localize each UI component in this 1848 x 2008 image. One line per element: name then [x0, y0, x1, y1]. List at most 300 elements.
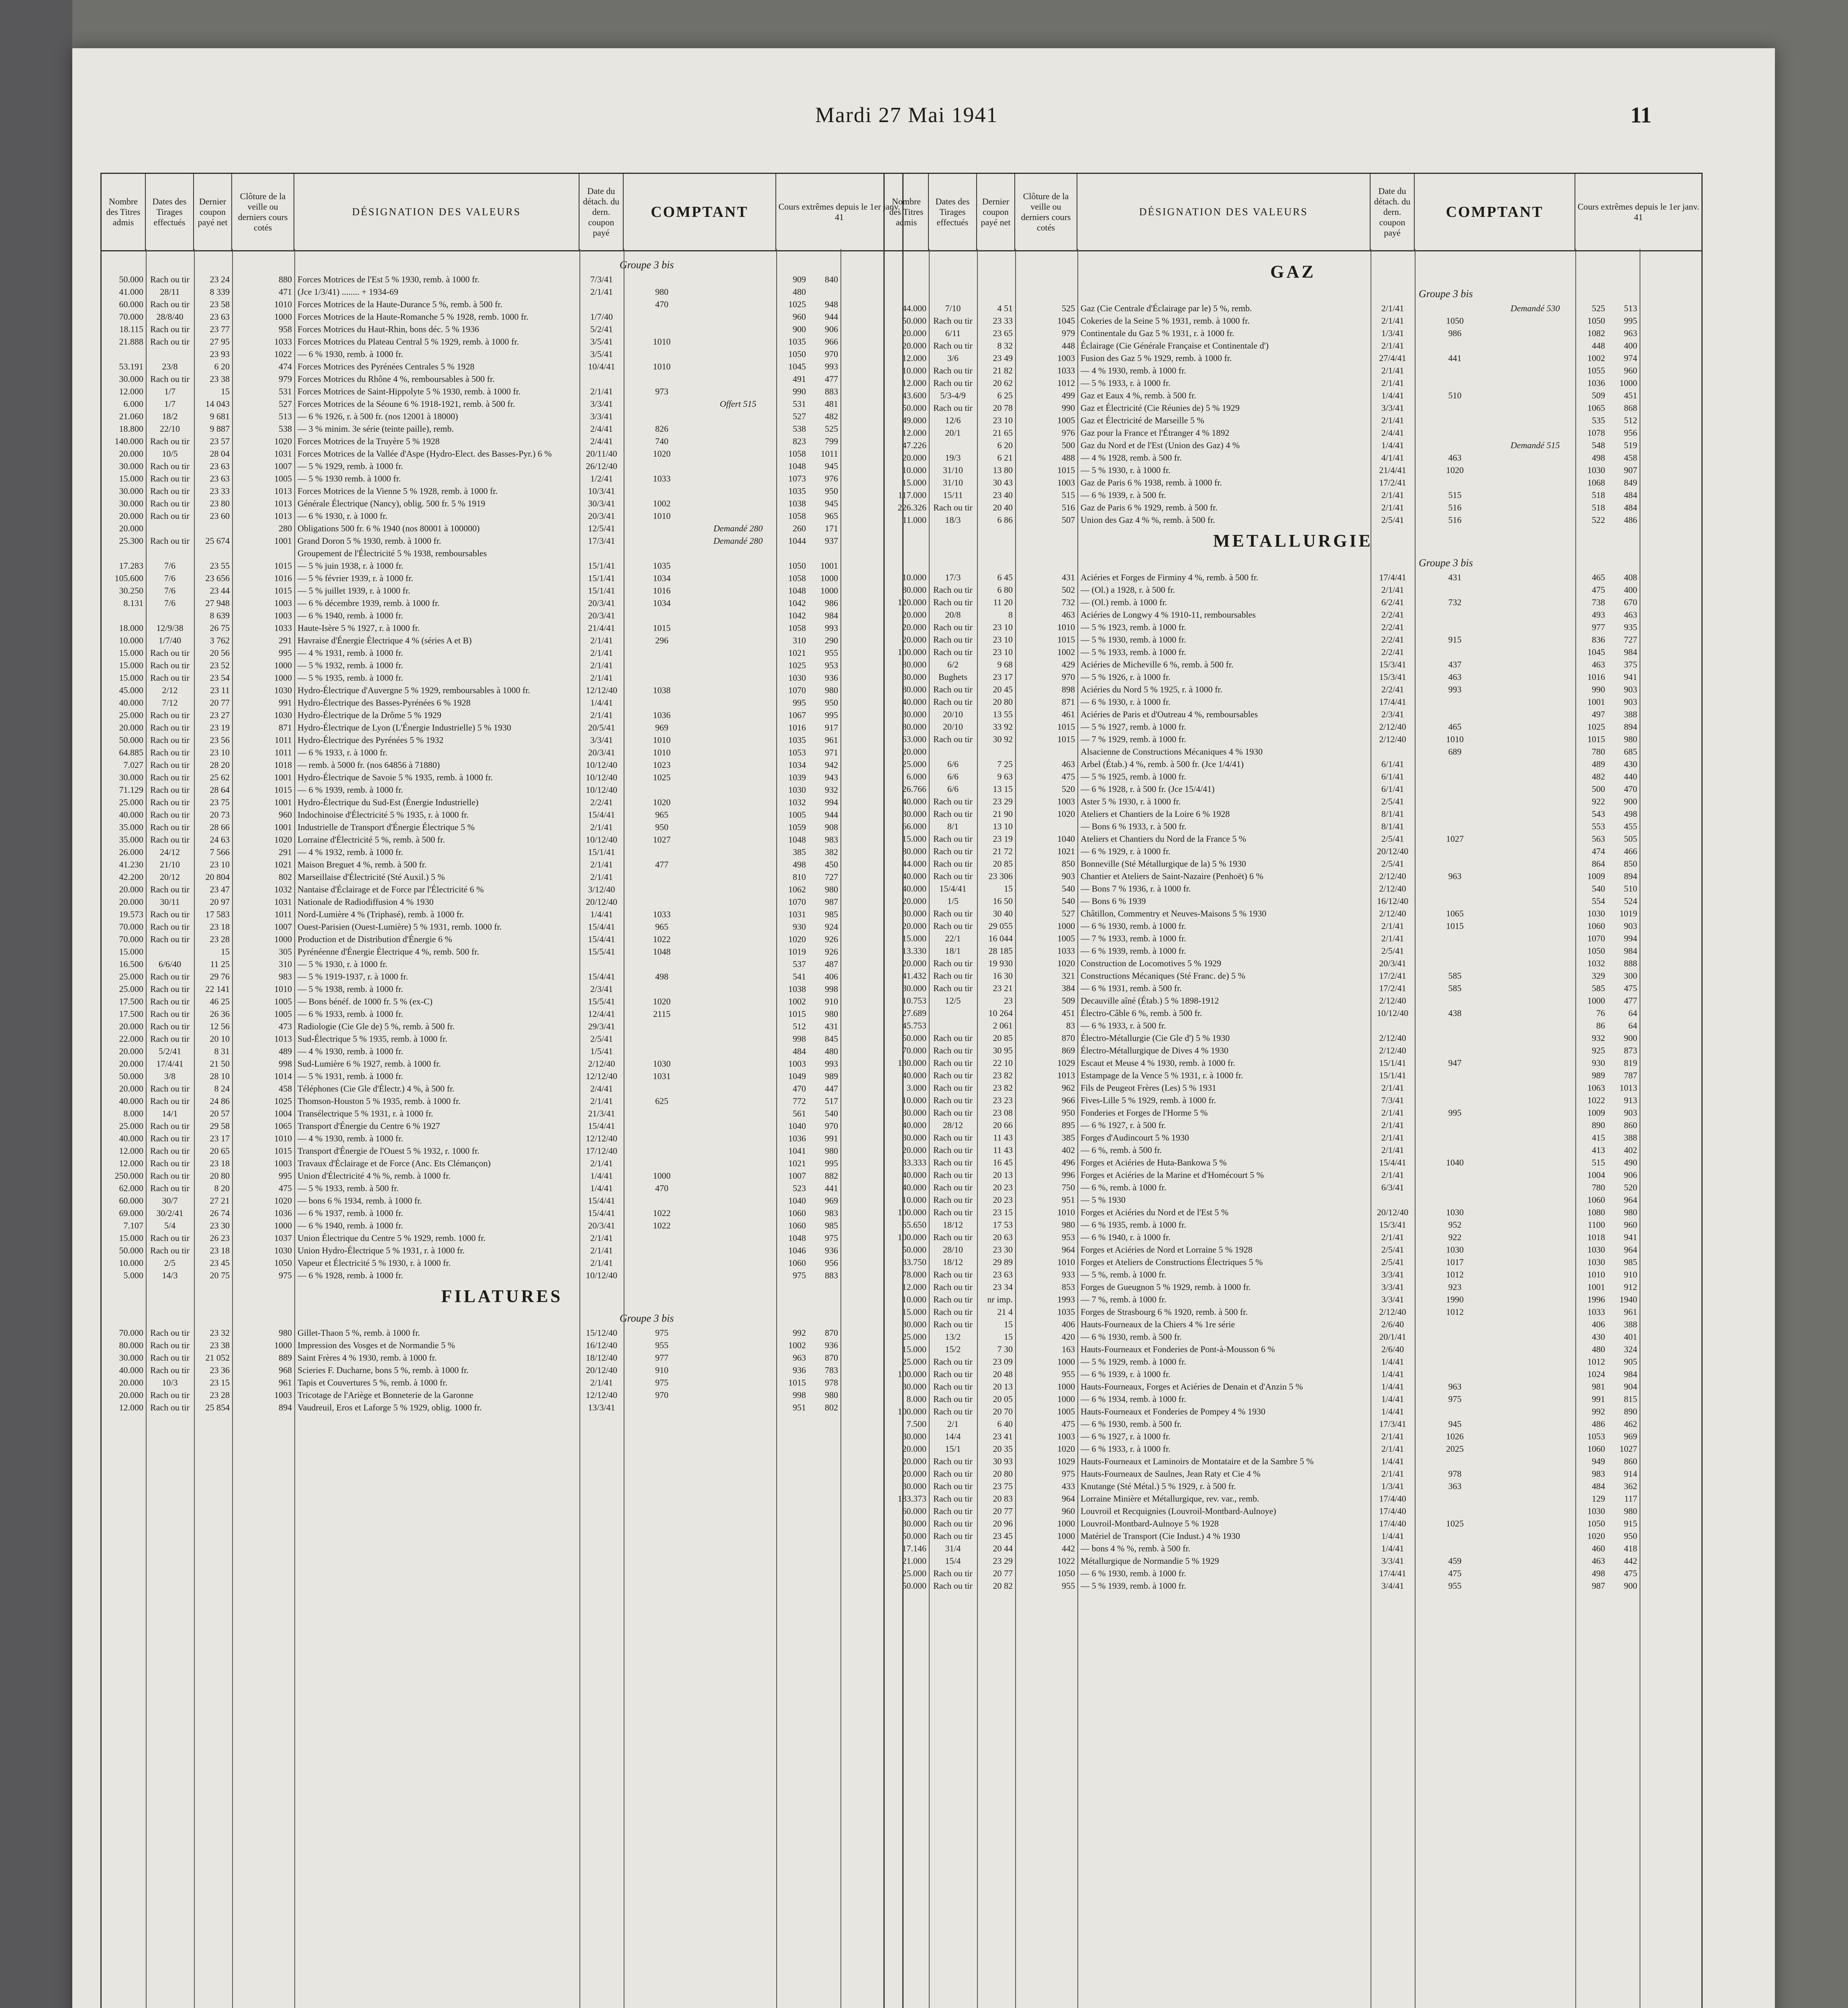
table-row [885, 1069, 1701, 1082]
cell-coupon: 20 85 [993, 859, 1013, 869]
cell-designation: — 6 % 1927, r. à 1000 fr. [1081, 1431, 1171, 1441]
cell-plus-bas: 974 [1624, 353, 1637, 363]
cell-plus-bas: 900 [1624, 796, 1637, 806]
cell-comptant-2 [1495, 1268, 1575, 1281]
cell-coupon: 27 95 [210, 337, 230, 347]
cell-nombre: 10.000 [902, 572, 926, 582]
cell-plus-bas: 936 [825, 673, 838, 683]
cell-date-detach: 15/4/41 [588, 934, 615, 944]
cell-plus-bas: 945 [825, 461, 838, 471]
cell-comptant-1 [1415, 1169, 1495, 1181]
table-row [102, 1257, 902, 1269]
cell-designation: — 6 %, remb. à 500 fr. [1081, 1145, 1162, 1155]
table-row [885, 389, 1701, 402]
cell-coupon: 20 57 [210, 1108, 230, 1118]
cell-plus-bas: 950 [825, 698, 838, 708]
cell-coupon: 23 32 [210, 1328, 230, 1338]
cell-comptant-2 [1495, 1306, 1575, 1318]
cell-plus-bas: 484 [1624, 502, 1637, 512]
cell-cloture: 870 [1062, 1033, 1075, 1043]
cell-designation: Forges de Gueugnon 5 % 1929, remb. à 1000 fr. [1081, 1282, 1251, 1292]
cell-date-detach: 2/6/40 [1381, 1344, 1404, 1354]
cell-nombre: 25.000 [902, 1568, 926, 1578]
cell-tirages: Rach ou tir [150, 996, 190, 1006]
cell-plus-bas: 799 [825, 436, 838, 446]
table-row [102, 460, 902, 472]
cell-date-detach: 10/12/40 [585, 835, 618, 845]
cell-coupon: 16 044 [988, 933, 1013, 943]
cell-plus-bas: 971 [825, 747, 838, 757]
cell-plus-haut: 1042 [788, 598, 806, 608]
cell-cloture: 1013 [274, 1034, 292, 1044]
cell-nombre: 50.000 [119, 274, 143, 284]
cell-cloture: 955 [1062, 1369, 1075, 1379]
left-rows [102, 257, 902, 1414]
cell-cloture: 991 [279, 698, 292, 708]
cell-comptant-2 [700, 1244, 776, 1257]
cell-tirages: Rach ou tir [933, 983, 973, 993]
cell-comptant-1 [624, 1157, 700, 1169]
table-row [885, 1517, 1701, 1530]
cell-plus-bas: 524 [1624, 896, 1637, 906]
cell-coupon: 15 [1004, 1319, 1013, 1329]
cell-comptant-1: 922 [1448, 1232, 1462, 1242]
cell-date-detach: 2/5/41 [1381, 796, 1404, 806]
cell-coupon: 15 [221, 947, 230, 957]
cell-designation: — 5 % 1939, remb. à 1000 fr. [1081, 1581, 1186, 1591]
cell-coupon: 20 80 [993, 1469, 1013, 1479]
cell-cloture: 1015 [1057, 722, 1075, 732]
cell-plus-bas: 963 [1624, 328, 1637, 338]
cell-tirages: Rach ou tir [933, 1070, 973, 1080]
cell-designation: — 5 % 1929, remb. à 1000 fr. [298, 461, 403, 471]
cell-plus-bas: 458 [1624, 453, 1637, 463]
cell-comptant-1 [1415, 621, 1495, 633]
table-row [885, 1094, 1701, 1106]
cell-comptant-2 [1495, 1331, 1575, 1343]
table-row [885, 1169, 1701, 1181]
cell-tirages: Rach ou tir [933, 1207, 973, 1217]
cell-nombre: 6.000 [906, 771, 926, 782]
cell-comptant-1: 1012 [1446, 1269, 1464, 1279]
cell-nombre: 10.753 [902, 996, 926, 1006]
table-row [102, 1401, 902, 1414]
cell-nombre: 65.650 [902, 1220, 926, 1230]
cell-comptant-1 [624, 647, 700, 659]
cell-cloture: 1000 [1057, 1394, 1075, 1404]
cell-plus-haut: 518 [1592, 490, 1605, 500]
cell-comptant-2 [1495, 402, 1575, 414]
cell-coupon: 23 09 [993, 1357, 1013, 1367]
cell-plus-bas: 418 [1624, 1543, 1637, 1553]
cell-plus-bas: 994 [825, 797, 838, 807]
col-designation: DÉSIGNATION DES VALEURS [1077, 174, 1371, 250]
cell-cloture: 1020 [1057, 1444, 1075, 1454]
cell-tirages: 24/12 [159, 847, 180, 857]
cell-comptant-2 [1495, 633, 1575, 646]
cell-cloture: 968 [279, 1365, 292, 1375]
cell-cloture: 1003 [1057, 353, 1075, 363]
group-label: Groupe 3 bis [1419, 557, 1473, 569]
cell-date-detach: 1/7/40 [590, 312, 613, 322]
cell-plus-haut: 76 [1596, 1008, 1605, 1018]
table-row [885, 1144, 1701, 1156]
cell-designation: — 3 % minim. 3e série (teinte paille), remb. [298, 424, 454, 434]
cell-comptant-1: 1010 [1446, 734, 1464, 744]
cell-comptant-1: 978 [1448, 1469, 1462, 1479]
cell-date-detach: 13/3/41 [588, 1402, 615, 1412]
cell-plus-haut: 1060 [1587, 921, 1605, 931]
cell-date-detach: 2/12/40 [1379, 871, 1406, 881]
table-row [885, 608, 1701, 621]
cell-plus-haut: 990 [1592, 684, 1605, 694]
cell-comptant-2 [1495, 1281, 1575, 1293]
cell-date-detach: 17/4/41 [1379, 697, 1406, 707]
cell-tirages: Rach ou tir [933, 1282, 973, 1292]
cell-designation: — 5 % 1935, remb. à 1000 fr. [298, 673, 403, 683]
cell-nombre: 30.000 [902, 672, 926, 682]
cell-plus-haut: 1030 [788, 673, 806, 683]
table-row [102, 1057, 902, 1070]
cell-plus-haut: 515 [1592, 1157, 1605, 1167]
cell-tirages: 30/2/41 [156, 1208, 184, 1218]
cell-cloture: 1020 [274, 1196, 292, 1206]
cell-comptant-1: 826 [655, 424, 669, 434]
cell-tirages [929, 1007, 977, 1019]
cell-plus-bas: 914 [1624, 1469, 1637, 1479]
cell-cloture: 520 [1062, 784, 1075, 794]
cell-coupon: 23 19 [993, 834, 1013, 844]
table-row [102, 1095, 902, 1107]
cell-comptant-2 [1495, 389, 1575, 402]
cell-plus-bas: 936 [825, 1340, 838, 1350]
cell-nombre: 70.000 [119, 312, 143, 322]
table-row [102, 821, 902, 833]
cell-nombre: 20.000 [902, 921, 926, 931]
cell-cloture: 1014 [274, 1071, 292, 1081]
cell-nombre: 30.000 [902, 1481, 926, 1491]
cell-cloture: 1007 [274, 922, 292, 932]
cell-plus-bas: 890 [1624, 1406, 1637, 1416]
cell-plus-haut: 1021 [788, 1158, 806, 1168]
cell-tirages: 12/5 [945, 996, 961, 1006]
cell-cloture: 500 [1062, 440, 1075, 450]
cell-nombre: 16.500 [119, 959, 143, 969]
cell-nombre: 40.000 [902, 884, 926, 894]
cell-coupon: 29 055 [988, 921, 1013, 931]
cell-comptant-2 [1495, 870, 1575, 882]
cell-cloture: 516 [1062, 502, 1075, 512]
section-heading: METALLURGIE [1213, 531, 1373, 551]
cell-tirages: Rach ou tir [150, 536, 190, 546]
cell-plus-bas: 486 [1624, 515, 1637, 525]
cell-comptant-1 [624, 1033, 700, 1045]
cell-plus-haut: 385 [793, 847, 806, 857]
cell-nombre: 50.000 [902, 1245, 926, 1255]
cell-comptant-1 [624, 896, 700, 908]
table-row [885, 1368, 1701, 1380]
cell-comptant-1 [1415, 1119, 1495, 1131]
cell-designation: Gaz du Nord et de l'Est (Union des Gaz) 4 % [1081, 440, 1240, 450]
cell-coupon: 23 656 [205, 573, 230, 583]
cell-tirages: 1/7 [164, 399, 176, 409]
cell-coupon: 23 58 [210, 299, 230, 309]
cell-nombre: 30.000 [119, 772, 143, 782]
cell-nombre: 44.000 [902, 303, 926, 313]
table-row [885, 377, 1701, 389]
cell-cloture: 1040 [1057, 834, 1075, 844]
cell-comptant-2 [700, 584, 776, 597]
cell-plus-bas: 998 [825, 984, 838, 994]
cell-date-detach: 2/1/41 [1381, 585, 1404, 595]
cell-comptant-2 [1495, 683, 1575, 696]
cell-plus-haut: 1007 [788, 1171, 806, 1181]
table-row [102, 447, 902, 460]
cell-designation: — 5 % 1932, remb. à 1000 fr. [298, 660, 403, 670]
cell-tirages: 2/5 [164, 1258, 176, 1268]
cell-designation: Forces Motrices de la Haute-Durance 5 %, remb. à 500 fr. [298, 299, 503, 309]
cell-coupon: 6 25 [997, 390, 1013, 400]
cell-designation: Hauts-Fourneaux de Saulnes, Jean Raty et Cie 4 % [1081, 1469, 1261, 1479]
cell-date-detach: 2/1/41 [1381, 415, 1404, 425]
cell-comptant-1 [624, 1020, 700, 1033]
cell-coupon: 20 63 [993, 1232, 1013, 1242]
cell-nombre: 71.129 [119, 785, 143, 795]
cell-coupon: 16 30 [993, 971, 1013, 981]
cell-plus-haut: 987 [1592, 1581, 1605, 1591]
cell-tirages: Rach ou tir [150, 1146, 190, 1156]
cell-cloture: 1001 [274, 822, 292, 832]
cell-date-detach: 2/1/41 [590, 822, 613, 832]
cell-date-detach: 3/3/41 [1381, 1269, 1404, 1279]
cell-comptant-1: 1010 [653, 511, 671, 521]
cell-coupon: 20 13 [993, 1170, 1013, 1180]
cell-coupon: 46 25 [210, 996, 230, 1006]
cell-tirages: 20/8 [945, 610, 961, 620]
cell-designation: Travaux d'Éclairage et de Force (Anc. Ets Clémançon) [298, 1158, 491, 1168]
cell-date-detach: 15/1/41 [1379, 1070, 1406, 1080]
cell-plus-haut: 498 [793, 859, 806, 869]
cell-coupon: 14 043 [205, 399, 230, 409]
cell-nombre: 20.000 [119, 1059, 143, 1069]
cell-tirages: Rach ou tir [933, 871, 973, 881]
cell-tirages: Rach ou tir [933, 1269, 973, 1279]
table-row [885, 1505, 1701, 1517]
cell-tirages: 2/12 [162, 685, 178, 695]
cell-cloture: 980 [279, 1328, 292, 1338]
cell-nombre: 60.000 [119, 1196, 143, 1206]
cell-plus-haut: 1068 [1587, 478, 1605, 488]
cell-plus-bas: 945 [825, 498, 838, 508]
cell-comptant-2 [700, 547, 776, 559]
cell-comptant-2 [1495, 489, 1575, 501]
cell-date-detach: 3/3/41 [1381, 1282, 1404, 1292]
cell-nombre: 33.333 [902, 1157, 926, 1167]
cell-comptant-1 [1415, 439, 1495, 451]
cell-comptant-1: 1027 [1446, 834, 1464, 844]
cell-tirages: 15/1 [945, 1444, 961, 1454]
cell-cloture: 975 [1062, 1469, 1075, 1479]
cell-nombre: 22.000 [119, 1034, 143, 1044]
cell-plus-haut: 474 [1592, 846, 1605, 856]
cell-comptant-1 [1415, 414, 1495, 426]
cell-nombre: 50.000 [902, 1531, 926, 1541]
cell-nombre: 26.766 [902, 784, 926, 794]
cell-nombre: 30.000 [119, 498, 143, 508]
cell-comptant-2 [700, 1145, 776, 1157]
cell-cloture: 961 [279, 1377, 292, 1388]
cell-cloture: 1025 [274, 1096, 292, 1106]
cell-comptant-1 [1415, 1542, 1495, 1555]
cell-nombre: 80.000 [902, 846, 926, 856]
cell-designation: Gaz et Eaux 4 %, remb. à 500 fr. [1081, 390, 1196, 400]
table-row [102, 958, 902, 970]
cell-comptant-2 [700, 696, 776, 709]
cell-coupon: 23 60 [210, 511, 230, 521]
cell-plus-haut: 1003 [788, 1059, 806, 1069]
cell-coupon: 26 23 [210, 1233, 230, 1243]
cell-coupon: 26 36 [210, 1009, 230, 1019]
cell-coupon: 28 10 [210, 1071, 230, 1081]
cell-cloture: 463 [1062, 610, 1075, 620]
cell-plus-bas: 970 [825, 1121, 838, 1131]
cell-designation: — 4 % 1928, remb. à 500 fr. [1081, 453, 1182, 463]
cell-nombre: 17.500 [119, 1009, 143, 1019]
group-label: Groupe 3 bis [620, 1312, 674, 1324]
table-row [885, 696, 1701, 708]
cell-coupon: 23 63 [210, 473, 230, 484]
cell-coupon: 20 05 [993, 1394, 1013, 1404]
cell-comptant-1 [1415, 1455, 1495, 1467]
cell-comptant-2 [700, 871, 776, 883]
cell-comptant-1: 475 [1448, 1568, 1462, 1578]
cell-plus-haut: 1000 [1587, 996, 1605, 1006]
cell-date-detach: 10/12/40 [585, 772, 618, 782]
cell-designation: Forces Motrices de la Truyère 5 % 1928 [298, 436, 440, 446]
cell-plus-haut: 522 [1592, 515, 1605, 525]
cell-nombre: 10.000 [902, 465, 926, 475]
cell-nombre: 117.000 [898, 490, 926, 500]
cell-cloture: 1065 [274, 1121, 292, 1131]
cell-coupon: 23 63 [993, 1269, 1013, 1279]
cell-date-detach: 2/12/40 [1379, 722, 1406, 732]
cell-designation: Hydro-Électrique des Pyrénées 5 % 1932 [298, 735, 444, 745]
table-row [885, 708, 1701, 720]
cell-comptant-1 [624, 609, 700, 622]
cell-comptant-1 [1415, 1530, 1495, 1542]
cell-coupon: 23 10 [993, 647, 1013, 657]
cell-plus-bas: 498 [1624, 809, 1637, 819]
cell-comptant-1: 1030 [1446, 1245, 1464, 1255]
cell-cloture: 488 [1062, 453, 1075, 463]
cell-comptant-2 [700, 933, 776, 945]
cell-coupon: 23 15 [993, 1207, 1013, 1217]
cell-tirages: Rach ou tir [150, 337, 190, 347]
cell-coupon: 23 75 [993, 1481, 1013, 1491]
cell-comptant-1: 1034 [653, 573, 671, 583]
cell-tirages: 5/2/41 [158, 1046, 182, 1056]
cell-coupon: 23 306 [988, 871, 1013, 881]
table-row [885, 882, 1701, 895]
cell-plus-haut: 1030 [1587, 1257, 1605, 1267]
cell-comptant-1: 995 [1448, 1108, 1462, 1118]
cell-plus-haut: 981 [1592, 1382, 1605, 1392]
cell-coupon: 8 32 [997, 341, 1013, 351]
cell-nombre: 30.000 [902, 1319, 926, 1329]
cell-plus-haut: 509 [1592, 390, 1605, 400]
cell-plus-haut: 1010 [1587, 1269, 1605, 1279]
cell-nombre: 15.000 [119, 648, 143, 658]
cell-designation: Union des Gaz 4 % %, remb. à 500 fr. [1081, 515, 1215, 525]
cell-designation: Production et de Distribution d'Énergie 6 % [298, 934, 452, 944]
cell-comptant-1 [1415, 646, 1495, 658]
cell-comptant-2 [700, 273, 776, 286]
cell-coupon: 20 75 [210, 1270, 230, 1280]
cell-plus-haut: 772 [793, 1096, 806, 1106]
cell-nombre: 20.000 [119, 884, 143, 894]
cell-comptant-1 [624, 1257, 700, 1269]
cell-plus-haut: 1048 [788, 1233, 806, 1243]
cell-cloture: 951 [1062, 1195, 1075, 1205]
cell-date-detach: 1/4/41 [1381, 1531, 1404, 1541]
table-row [885, 870, 1701, 882]
cell-tirages: 6/6/40 [158, 959, 182, 969]
cell-comptant-2 [1495, 1069, 1575, 1082]
cell-plus-haut: 554 [1592, 896, 1605, 906]
cell-date-detach: 17/2/41 [1379, 983, 1406, 993]
cell-comptant-2 [700, 734, 776, 746]
cell-plus-bas: 960 [1624, 365, 1637, 375]
cell-comptant-2 [700, 983, 776, 995]
cell-tirages: Rach ou tir [150, 498, 190, 508]
table-row [102, 572, 902, 584]
cell-tirages: 17/4/41 [156, 1059, 184, 1069]
cell-cloture: 1010 [1057, 1207, 1075, 1217]
cell-plus-bas: 883 [825, 386, 838, 396]
cell-designation: Lorraine Minière et Métallurgique, rev. var., remb. [1081, 1494, 1259, 1504]
cell-plus-haut: 1009 [1587, 1108, 1605, 1118]
cell-nombre: 33.750 [902, 1257, 926, 1267]
cell-tirages: Rach ou tir [150, 1096, 190, 1106]
cell-cloture: 1033 [1057, 365, 1075, 375]
table-row [102, 510, 902, 522]
cell-tirages: 18/12 [942, 1220, 963, 1230]
cell-cloture: 903 [1062, 871, 1075, 881]
cell-plus-haut: 129 [1592, 1494, 1605, 1504]
cell-date-detach: 2/1/41 [1381, 1133, 1404, 1143]
cell-plus-haut: 949 [1592, 1456, 1605, 1466]
cell-comptant-1: 1020 [653, 996, 671, 1006]
cell-comptant-2 [1495, 882, 1575, 895]
cell-coupon: 23 28 [210, 1390, 230, 1400]
cell-plus-bas: 956 [1624, 428, 1637, 438]
cell-designation: — 5 % 1919-1937, r. à 1000 fr. [298, 971, 408, 982]
cell-comptant-2 [1495, 758, 1575, 770]
cell-cloture [232, 547, 294, 559]
cell-tirages: 6/11 [945, 328, 961, 338]
cell-nombre: 70.000 [119, 922, 143, 932]
cell-designation: Transport d'Énergie du Centre 6 % 1927 [298, 1121, 440, 1131]
cell-plus-haut: 1065 [1587, 403, 1605, 413]
cell-plus-haut: 1048 [788, 586, 806, 596]
cell-cloture: 474 [279, 361, 292, 371]
table-row [102, 310, 902, 323]
cell-tirages: Rach ou tir [150, 1402, 190, 1412]
cell-coupon: 21 90 [993, 809, 1013, 819]
cell-coupon: 23 77 [210, 324, 230, 334]
cell-tirages: Rach ou tir [150, 760, 190, 770]
cell-date-detach: 12/12/40 [585, 685, 618, 695]
